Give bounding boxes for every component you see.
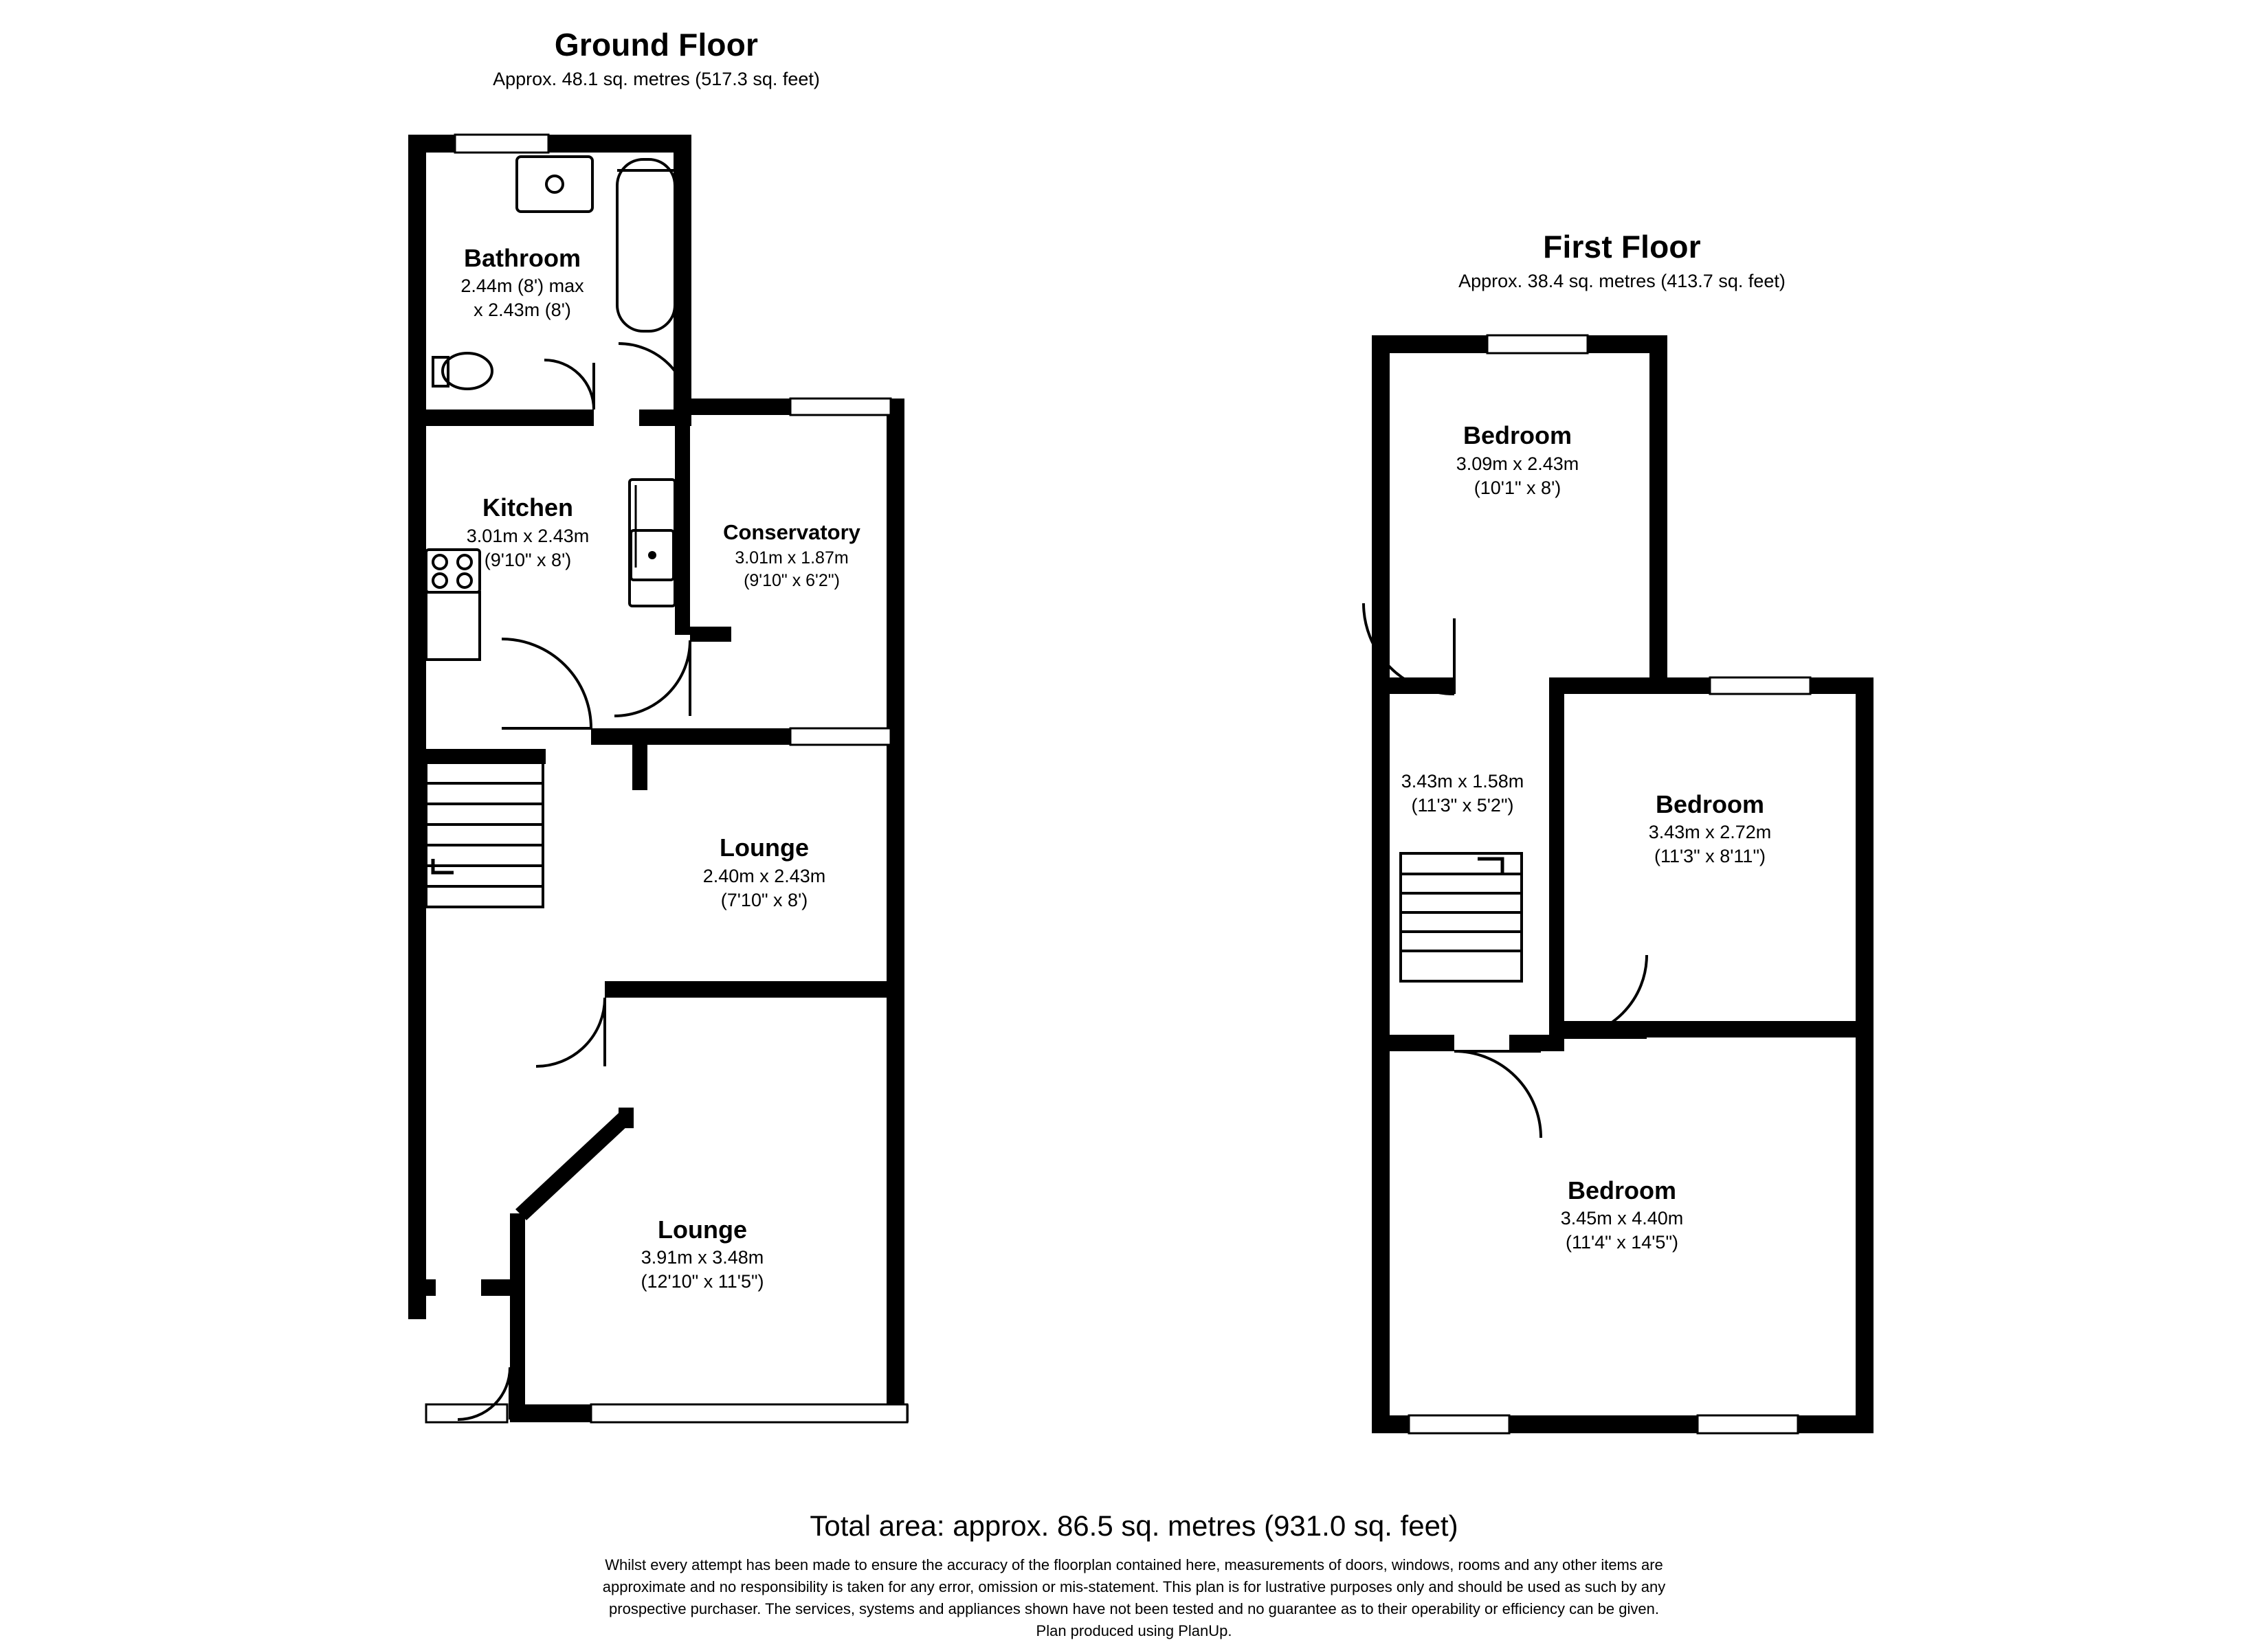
room-dim-landing-2: (11'3" x 5'2") bbox=[1411, 795, 1514, 816]
room-label-lounge-upper: Lounge bbox=[720, 833, 809, 862]
first-floor-title: First Floor bbox=[1543, 229, 1701, 265]
room-dim-lounge-lower-2: (12'10" x 11'5") bbox=[641, 1271, 764, 1292]
ground-floor-subtitle: Approx. 48.1 sq. metres (517.3 sq. feet) bbox=[493, 69, 820, 89]
room-dim-bedroom-2-1: 3.43m x 2.72m bbox=[1648, 822, 1772, 842]
room-dim-bathroom-1: 2.44m (8') max bbox=[460, 276, 584, 296]
ground-floor-staircase bbox=[426, 763, 543, 907]
room-dim-bedroom-1-1: 3.09m x 2.43m bbox=[1456, 453, 1579, 474]
room-dim-conservatory-2: (9'10" x 6'2") bbox=[744, 571, 840, 590]
first-floor-walls bbox=[1372, 335, 1874, 1433]
disclaimer-line-2: approximate and no responsibility is taken for any error, omission or mis-statement. This plan is for lustrative purposes only and should be used as such by any bbox=[602, 1578, 1666, 1595]
room-dim-bedroom-1-2: (10'1" x 8') bbox=[1474, 478, 1561, 498]
ground-floor-title: Ground Floor bbox=[554, 27, 759, 63]
room-dim-kitchen-2: (9'10" x 8') bbox=[484, 550, 572, 570]
room-dim-kitchen-1: 3.01m x 2.43m bbox=[466, 526, 590, 546]
room-dim-bedroom-3-1: 3.45m x 4.40m bbox=[1560, 1208, 1684, 1229]
first-floor-subtitle: Approx. 38.4 sq. metres (413.7 sq. feet) bbox=[1458, 271, 1786, 291]
room-label-bathroom: Bathroom bbox=[464, 244, 581, 272]
room-dim-landing-1: 3.43m x 1.58m bbox=[1401, 771, 1524, 792]
room-dim-lounge-upper-2: (7'10" x 8') bbox=[720, 890, 808, 910]
first-floor-windows bbox=[1409, 335, 1810, 1433]
room-label-kitchen: Kitchen bbox=[482, 493, 574, 521]
first-floor-staircase bbox=[1401, 853, 1522, 981]
room-dim-lounge-lower-1: 3.91m x 3.48m bbox=[641, 1247, 764, 1268]
room-label-bedroom-2: Bedroom bbox=[1655, 790, 1765, 818]
disclaimer-line-4: Plan produced using PlanUp. bbox=[1036, 1622, 1232, 1639]
room-label-bedroom-3: Bedroom bbox=[1567, 1176, 1677, 1204]
room-label-lounge-lower: Lounge bbox=[658, 1215, 747, 1244]
disclaimer-line-3: prospective purchaser. The services, systems and appliances shown have not been tested and no guarantee as to their operability or efficiency can be given. bbox=[609, 1600, 1659, 1617]
room-dim-bathroom-2: x 2.43m (8') bbox=[474, 300, 571, 320]
room-dim-bedroom-2-2: (11'3" x 8'11") bbox=[1654, 846, 1766, 866]
room-dim-bedroom-3-2: (11'4" x 14'5") bbox=[1565, 1232, 1679, 1253]
room-dim-lounge-upper-1: 2.40m x 2.43m bbox=[702, 866, 826, 886]
first-floor-plan bbox=[1364, 335, 1874, 1433]
room-label-conservatory: Conservatory bbox=[723, 520, 860, 544]
room-label-bedroom-1: Bedroom bbox=[1463, 421, 1572, 449]
room-dim-conservatory-1: 3.01m x 1.87m bbox=[735, 548, 849, 568]
disclaimer-line-1: Whilst every attempt has been made to ensure the accuracy of the floorplan contained here, measurements of doors, windows, rooms and any other items are bbox=[605, 1556, 1663, 1573]
total-area-text: Total area: approx. 86.5 sq. metres (931.0 sq. feet) bbox=[810, 1510, 1458, 1542]
